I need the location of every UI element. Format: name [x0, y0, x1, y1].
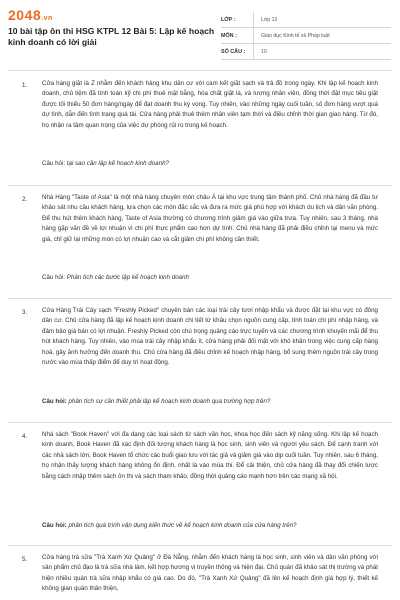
- question-label: Câu hỏi:: [42, 398, 67, 405]
- item-number: 3.: [22, 309, 28, 316]
- question-text: tại sao cần lập kế hoạch kinh doanh?: [66, 160, 169, 167]
- item-question: [42, 160, 378, 167]
- question-label: Câu hỏi:: [42, 160, 66, 167]
- divider: [8, 185, 392, 186]
- divider: [8, 70, 392, 71]
- meta-table: [221, 12, 391, 60]
- page-header: [0, 0, 400, 62]
- item-body: Nhà Hàng "Taste of Asia" là một nhà hàng chuyên món châu Á tại khu vực trung tâm thành phố. Chủ nhà hàng đã đầu tư khảo sát nhu cầu khách hàng, lựa chọn các món đặc sắc và đưa ra mức giá phù hợp với khách du lịch và dân văn phòng. Để thu hút thêm khách hàng, Taste of Asia thường có chương trình giảm giá vào giữa trưa. Tuy nhiên, sau 3 tháng, nhà hàng gặp vấn đề về lợi nhuận vì chi phí thực phẩm cao hơn dự tính. Chủ nhà hàng đã phải điều chỉnh lại menu và mức giá, chỉ giữ lại những món có lợi nhuận cao và cắt giảm chi phí không cần thiết.: [42, 194, 378, 243]
- question-text: Phân tích các bước lập kế hoạch kinh doanh: [66, 274, 189, 281]
- meta-value: Giáo dục Kinh tế và Pháp luật: [261, 32, 330, 39]
- divider: [8, 545, 392, 546]
- question-text: phân tích quá trình vận dụng kiến thức về kế hoạch kinh doanh của cửa hàng trên?: [68, 522, 297, 529]
- divider: [8, 422, 392, 423]
- divider: [8, 298, 392, 299]
- logo-suffix: .vn: [41, 15, 53, 22]
- meta-value: Lớp 12: [261, 16, 278, 23]
- page-title: 10 bài tập ôn thi HSG KTPL 12 Bài 5: Lập kế hoạch kinh doanh có lời giải: [8, 26, 215, 47]
- meta-row-count: [221, 44, 391, 60]
- item-question: [42, 522, 378, 529]
- meta-key: LỚP :: [221, 16, 236, 23]
- meta-row-subject: [221, 28, 391, 44]
- item-number: 4.: [22, 433, 28, 440]
- meta-key: SỐ CÂU :: [221, 48, 246, 55]
- meta-value: 10: [261, 48, 267, 55]
- question-text: phân tích sự cần thiết phải lập kế hoạch kinh doanh qua trường hợp trên?: [68, 398, 271, 405]
- item-body: Cửa hàng giặt là Z nhằm đến khách hàng khu dân cư với cam kết giặt sạch và trả đồ trong ngày. Khi lập kế hoạch kinh doanh, chủ tiệm đã tính toán kỹ chi phí thuê mặt bằng, hóa chất giặt là, và lương nhân viên, đồng thời đặt mục tiêu giặt được tối thiểu 50 đơn hàng/ngày để đạt doanh thu kỳ vọng. Tuy nhiên, vào những ngày cuối tuần, số đơn hàng vượt quá dự tính, dẫn đến tình trạng quá tải. Cửa hàng phải thuê thêm nhân viên tạm thời và điều chỉnh thời gian giao hàng. Từ đó, họ nhận ra tầm quan trọng của việc dự phòng rủi ro trong kế hoạch.: [42, 80, 378, 129]
- item-body: Cửa hàng trà sữa "Trà Xanh Xứ Quảng" ở Đà Nẵng, nhằm đến khách hàng là học sinh, sinh viên và dân văn phòng với sản phẩm chủ đạo là trà sữa nhà làm, kết hợp hương vị truyền thống và hiện đại. Chủ quán đã khảo sát thị trường và phát hiện nhiều quán trà sữa nhập khẩu có giá cao. Do đó, "Trà Xanh Xứ Quảng" đã lên kế hoạch định giá hợp lý, thiết kế không gian quán thân thiện,: [42, 554, 378, 593]
- question-label: Câu hỏi:: [42, 274, 66, 281]
- site-logo[interactable]: [8, 7, 53, 23]
- logo-main: 2048: [8, 7, 42, 23]
- question-label: Câu hỏi:: [42, 522, 67, 529]
- meta-row-class: [221, 12, 391, 28]
- item-number: 2.: [22, 196, 28, 203]
- item-number: 1.: [22, 82, 28, 89]
- item-question: [42, 398, 378, 405]
- item-body: Nhà sách "Book Haven" với đa dạng các loại sách từ sách văn học, khoa học đến sách kỹ năng sống. Khi lập kế hoạch kinh doanh, Book Haven đã xác định đối tượng khách hàng là học sinh, sinh viên và người yêu sách. Để cạnh tranh với các nhà sách lớn, Book Haven tổ chức các buổi giao lưu với tác giả và giảm giá vào dịp cuối tuần. Tuy nhiên, sau 6 tháng, họ nhận thấy lượng khách hàng không ổn định, nhất là vào mùa thi. Để cải thiện, chủ cửa hàng đã thay đổi chiến lược bằng cách nhập thêm sách ôn thi và sách tham khảo, đồng thời quảng cáo mạnh hơn trên các mạng xã hội.: [42, 431, 378, 480]
- item-number: 5.: [22, 556, 28, 563]
- meta-key: MÔN :: [221, 32, 237, 39]
- item-question: [42, 274, 378, 281]
- item-body: Cửa Hàng Trái Cây sạch "Freshly Picked" chuyên bán các loại trái cây tươi nhập khẩu và được đặt tại khu vực có đông dân cư. Chủ cửa hàng đã lập kế hoạch kinh doanh chi tiết từ khâu chọn nguồn cung cấp, tính toán chi phí nhập hàng, và đảm bảo giá bán có lợi nhuận. Freshly Picked còn chú trọng quảng cáo trực tuyến và các chương trình khuyến mãi để thu hút khách hàng. Tuy nhiên, vào mùa trái cây nhập khẩu ít, cửa hàng phải đối mặt với khó khăn trong việc cung cấp hàng hoá, gây ảnh hưởng đến doanh thu. Chủ cửa hàng đã điều chỉnh kế hoạch nhập hàng, bổ sung thêm nguồn trái cây trong nước vào mùa thấp điểm để duy trì hoạt động.: [42, 307, 378, 367]
